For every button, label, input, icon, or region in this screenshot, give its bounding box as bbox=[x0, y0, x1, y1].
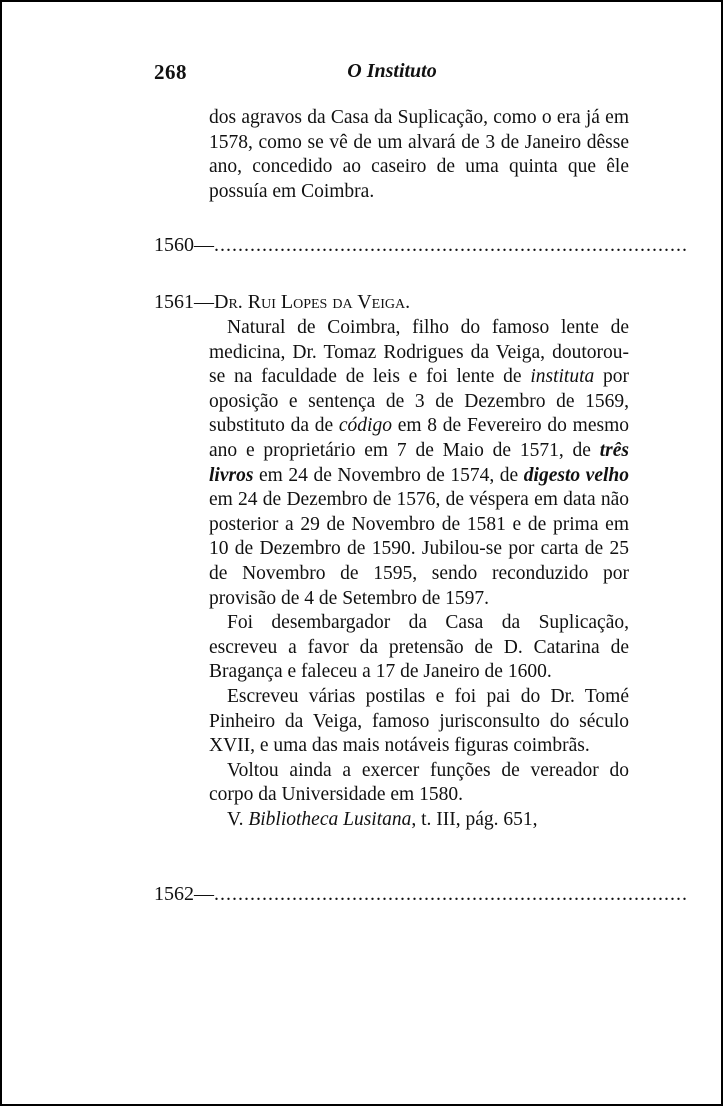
bibliography-reference bbox=[209, 808, 629, 833]
continued-paragraph: dos agravos da Casa da Suplicação, como o era já em 1578, como se vê de um alvará de 3 de Janeiro dêsse ano, concedido ao caseiro de uma quinta que êle possuía em Coimbra. bbox=[209, 107, 629, 202]
person-name: Dr. Rui Lopes da Veiga. bbox=[214, 291, 411, 313]
book-title: Bibliotheca Lusitana bbox=[248, 808, 412, 830]
entry-year: 1562— bbox=[154, 883, 214, 905]
entry-year: 1560— bbox=[154, 234, 214, 256]
page-header bbox=[154, 60, 630, 90]
text-run: em 24 de Novembro de 1574, de bbox=[253, 464, 524, 486]
entry-leader-dots: ............................................................................... bbox=[214, 234, 688, 256]
entry-1561-body bbox=[209, 316, 629, 832]
text-run: Natural de Coimbra, filho do famoso lente de medicina, Dr. Tomaz Rodrigues da Veiga, doutorou-se na faculdade de leis e foi lente de bbox=[209, 317, 629, 388]
entry-1561-heading bbox=[154, 291, 630, 314]
text-run: V. bbox=[227, 808, 249, 830]
text-run: em 8 de Fevereiro do mesmo ano e proprietário em 7 de Maio de 1571, de bbox=[209, 415, 629, 461]
biography-paragraph bbox=[209, 316, 629, 611]
entry-leader-dots: ............................................................................... bbox=[214, 883, 688, 905]
biography-paragraph: Voltou ainda a exercer funções de vereador do corpo da Universidade em 1580. bbox=[209, 759, 629, 806]
running-title: O Instituto bbox=[347, 60, 437, 82]
text-run: por oposição e sentença de 3 de Dezembro de 1569, substituto da de bbox=[209, 366, 629, 437]
italic-term: digesto velho bbox=[523, 464, 630, 486]
entry-year: 1561— bbox=[154, 291, 214, 313]
text-run: , t. III, pág. 651, bbox=[411, 808, 538, 830]
page-number: 268 bbox=[154, 60, 187, 84]
text-run: em 24 de Dezembro de 1576, de véspera em data não posterior a 29 de Novembro de 1581 e de prima em 10 de Dezembro de 1590. Jubilou-se por carta de 25 de Novembro de 1595, sendo reconduzido por provisão de 4 de Setembro de 1597. bbox=[209, 489, 629, 609]
italic-term: três livros bbox=[209, 439, 629, 486]
biography-paragraph: Escreveu várias postilas e foi pai do Dr. Tomé Pinheiro da Veiga, famoso jurisconsulto do século XVII, e uma das mais notáveis figuras coimbrãs. bbox=[209, 685, 629, 757]
entry-1560 bbox=[154, 234, 688, 257]
biography-paragraph: Foi desembargador da Casa da Suplicação, escreveu a favor da pretensão de D. Catarina de Bragança e faleceu a 17 de Janeiro de 1600. bbox=[209, 612, 629, 683]
italic-term: instituta bbox=[530, 366, 595, 388]
italic-term: código bbox=[338, 415, 392, 437]
entry-1562 bbox=[154, 883, 688, 906]
